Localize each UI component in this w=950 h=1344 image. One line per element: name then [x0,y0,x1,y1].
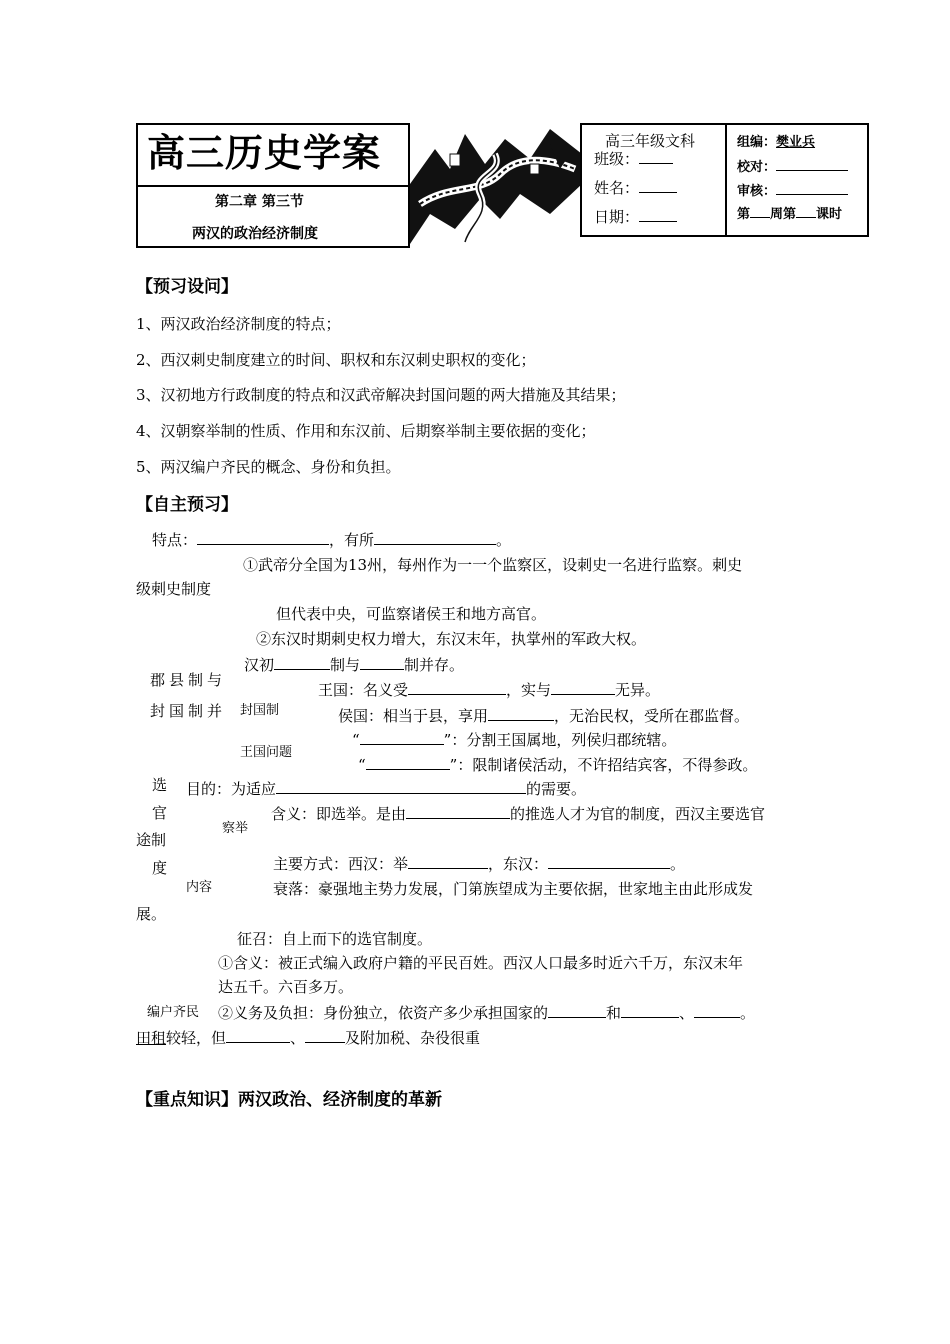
method-blank-2[interactable] [548,854,670,869]
meaning-blank[interactable] [406,804,510,819]
measure-2-text: ”：限制诸侯活动，不许招结宾客，不得参政。 [449,756,758,774]
lesson-blank[interactable] [796,203,816,218]
week-mid: 周第 [770,207,797,222]
feature-end: 。 [496,531,512,549]
review-blank[interactable] [776,180,848,195]
editor-name: 樊业兵 [776,135,816,150]
question-3: 3、汉初地方行政制度的特点和汉武帝解决封国问题的两大措施及其结果； [136,386,626,404]
review-field[interactable] [737,180,848,199]
week-suffix: 课时 [816,207,843,222]
class-blank[interactable] [639,149,673,164]
purpose-a: 目的：为适应 [186,780,277,798]
decline-cont: 展。 [136,905,167,923]
cishi-label: 级刺史制度 [136,580,212,598]
cishi-item-1: ①武帝分全国为13州，每州作为一一个监察区，设刺史一名进行监察。刺史 [243,556,743,574]
week-field[interactable] [737,203,842,222]
wangguo-line[interactable] [318,679,660,700]
houguo-blank[interactable] [488,706,554,721]
preview-heading: 【预习设问】 [136,277,238,297]
neirong-label: 内容 [186,880,213,895]
wangguo-a: 王国：名义受 [318,681,409,699]
proof-blank[interactable] [776,156,848,171]
meaning-line[interactable] [271,803,765,824]
date-blank[interactable] [639,207,677,222]
feature-mid: ，有所 [329,531,375,549]
chaju-label: 察举 [222,821,249,836]
bianhu-item-2-line[interactable] [218,1002,755,1023]
bianhu-item-1-cont: 达五千。六百多万。 [218,978,354,996]
hanchu-a: 汉初 [244,656,275,674]
xuanguan-char-1: 选 [152,776,168,794]
proof-field[interactable] [737,156,848,175]
houguo-line[interactable] [338,705,749,726]
question-1: 1、两汉政治经济制度的特点； [136,315,341,333]
purpose-line[interactable] [186,778,586,799]
measure-2-line[interactable] [358,754,757,775]
junxian-label-1: 郡县制与 [150,671,227,689]
burden-blank-2[interactable] [305,1028,345,1043]
method-a: 主要方式：西汉：举 [273,855,409,873]
key-knowledge-heading: 【重点知识】 [136,1090,238,1110]
date-label: 日期： [594,208,640,226]
hanchu-b: 制与 [330,656,361,674]
burden-a: 较轻，但 [166,1029,227,1047]
feature-blank-1[interactable] [197,530,329,545]
measure-1-blank[interactable] [360,730,444,745]
bianhu-item-2-d: 。 [740,1004,756,1022]
decline-line: 衰落：豪强地主势力发展，门第族望成为主要依据，世家地主由此形成发 [273,880,754,898]
editor-label: 组编： [737,135,777,150]
houguo-b: ，无治民权，受所在郡监督。 [554,707,750,725]
proof-label: 校对： [737,160,777,175]
bianhu-item-2-c: 、 [679,1004,695,1022]
bianhu-item-2-a: ②义务及负担：身份独立，依资产多少承担国家的 [218,1004,549,1022]
hanchu-c: 制并存。 [404,656,465,674]
cishi-item-2: ②东汉时期刺史权力增大，东汉末年，执掌州的军政大权。 [256,630,647,648]
purpose-b: 的需要。 [526,780,587,798]
meaning-a: 含义：即选举。是由 [271,805,407,823]
cishi-item-1-cont: 但代表中央，可监察诸侯王和地方高官。 [276,605,547,623]
wangguo-c: 无异。 [615,681,661,699]
meaning-b: 的推选人才为官的制度，西汉主要选官 [510,805,766,823]
method-c: 。 [670,855,686,873]
key-knowledge-line [136,1085,442,1110]
junxian-label-2: 封国制并 [150,702,227,720]
bianhu-blank-2[interactable] [621,1003,679,1018]
xuanguan-char-2: 官 [152,804,168,822]
bianhu-item-2-b: 和 [606,1004,622,1022]
xuanguan-char-4: 度 [152,859,168,877]
week-prefix: 第 [737,207,751,222]
chapter-label: 第二章 第三节 [215,194,304,210]
bianhu-label: 编户齐民 [147,1005,200,1020]
quote-open-1: “ [352,731,360,749]
burden-c: 及附加税、杂役很重 [345,1029,481,1047]
main-title: 高三历史学案 [147,130,382,175]
zhengzhao-line: 征召：自上而下的选官制度。 [237,930,433,948]
hanchu-line[interactable] [244,654,464,675]
wangguo-blank-1[interactable] [408,680,506,695]
hanchu-blank-2[interactable] [360,655,404,670]
fengguo-label: 封国制 [240,703,280,718]
burden-line[interactable] [136,1027,480,1048]
bianhu-blank-1[interactable] [548,1003,606,1018]
tianzu-term: 田租 [136,1029,167,1047]
wangguo-b: ，实与 [506,681,552,699]
editor-field [737,131,815,150]
great-wall-illustration [410,124,582,244]
key-knowledge-text: 两汉政治、经济制度的革新 [238,1090,442,1110]
wangguo-problem-label: 王国问题 [240,745,293,760]
name-label: 姓名： [594,179,640,197]
bianhu-item-1: ①含义：被正式编入政府户籍的平民百姓。西汉人口最多时近六千万，东汉末年 [218,954,744,972]
measure-2-blank[interactable] [366,755,450,770]
self-study-heading: 【自主预习】 [136,495,238,515]
measure-1-text: ”：分割王国属地，列侯归郡统辖。 [443,731,677,749]
class-field[interactable] [594,148,673,169]
week-blank[interactable] [750,203,770,218]
feature-label: 特点： [152,531,198,549]
method-blank-1[interactable] [408,854,488,869]
question-4: 4、汉朝察举制的性质、作用和东汉前、后期察举制主要依据的变化； [136,422,596,440]
lesson-title: 两汉的政治经济制度 [192,226,318,242]
feature-blank-2[interactable] [374,530,496,545]
houguo-a: 侯国：相当于县，享用 [338,707,489,725]
hanchu-blank-1[interactable] [274,655,330,670]
grade-label: 高三年级文科 [605,132,696,150]
burden-b: 、 [290,1029,306,1047]
feature-line[interactable] [152,529,511,550]
wangguo-blank-2[interactable] [551,680,615,695]
method-line[interactable] [273,853,685,874]
purpose-blank[interactable] [276,779,526,794]
xuanguan-char-3: 途制 [136,831,167,849]
question-5: 5、两汉编户齐民的概念、身份和负担。 [136,458,401,476]
measure-1-line[interactable] [352,729,676,750]
bianhu-blank-3[interactable] [694,1003,740,1018]
class-label: 班级： [594,150,640,168]
burden-blank-1[interactable] [226,1028,290,1043]
review-label: 审核： [737,184,777,199]
question-2: 2、西汉刺史制度建立的时间、职权和东汉刺史职权的变化； [136,351,536,369]
name-field[interactable] [594,177,677,198]
name-blank[interactable] [639,178,677,193]
quote-open-2: “ [358,756,366,774]
date-field[interactable] [594,206,677,227]
method-b: ，东汉： [488,855,549,873]
